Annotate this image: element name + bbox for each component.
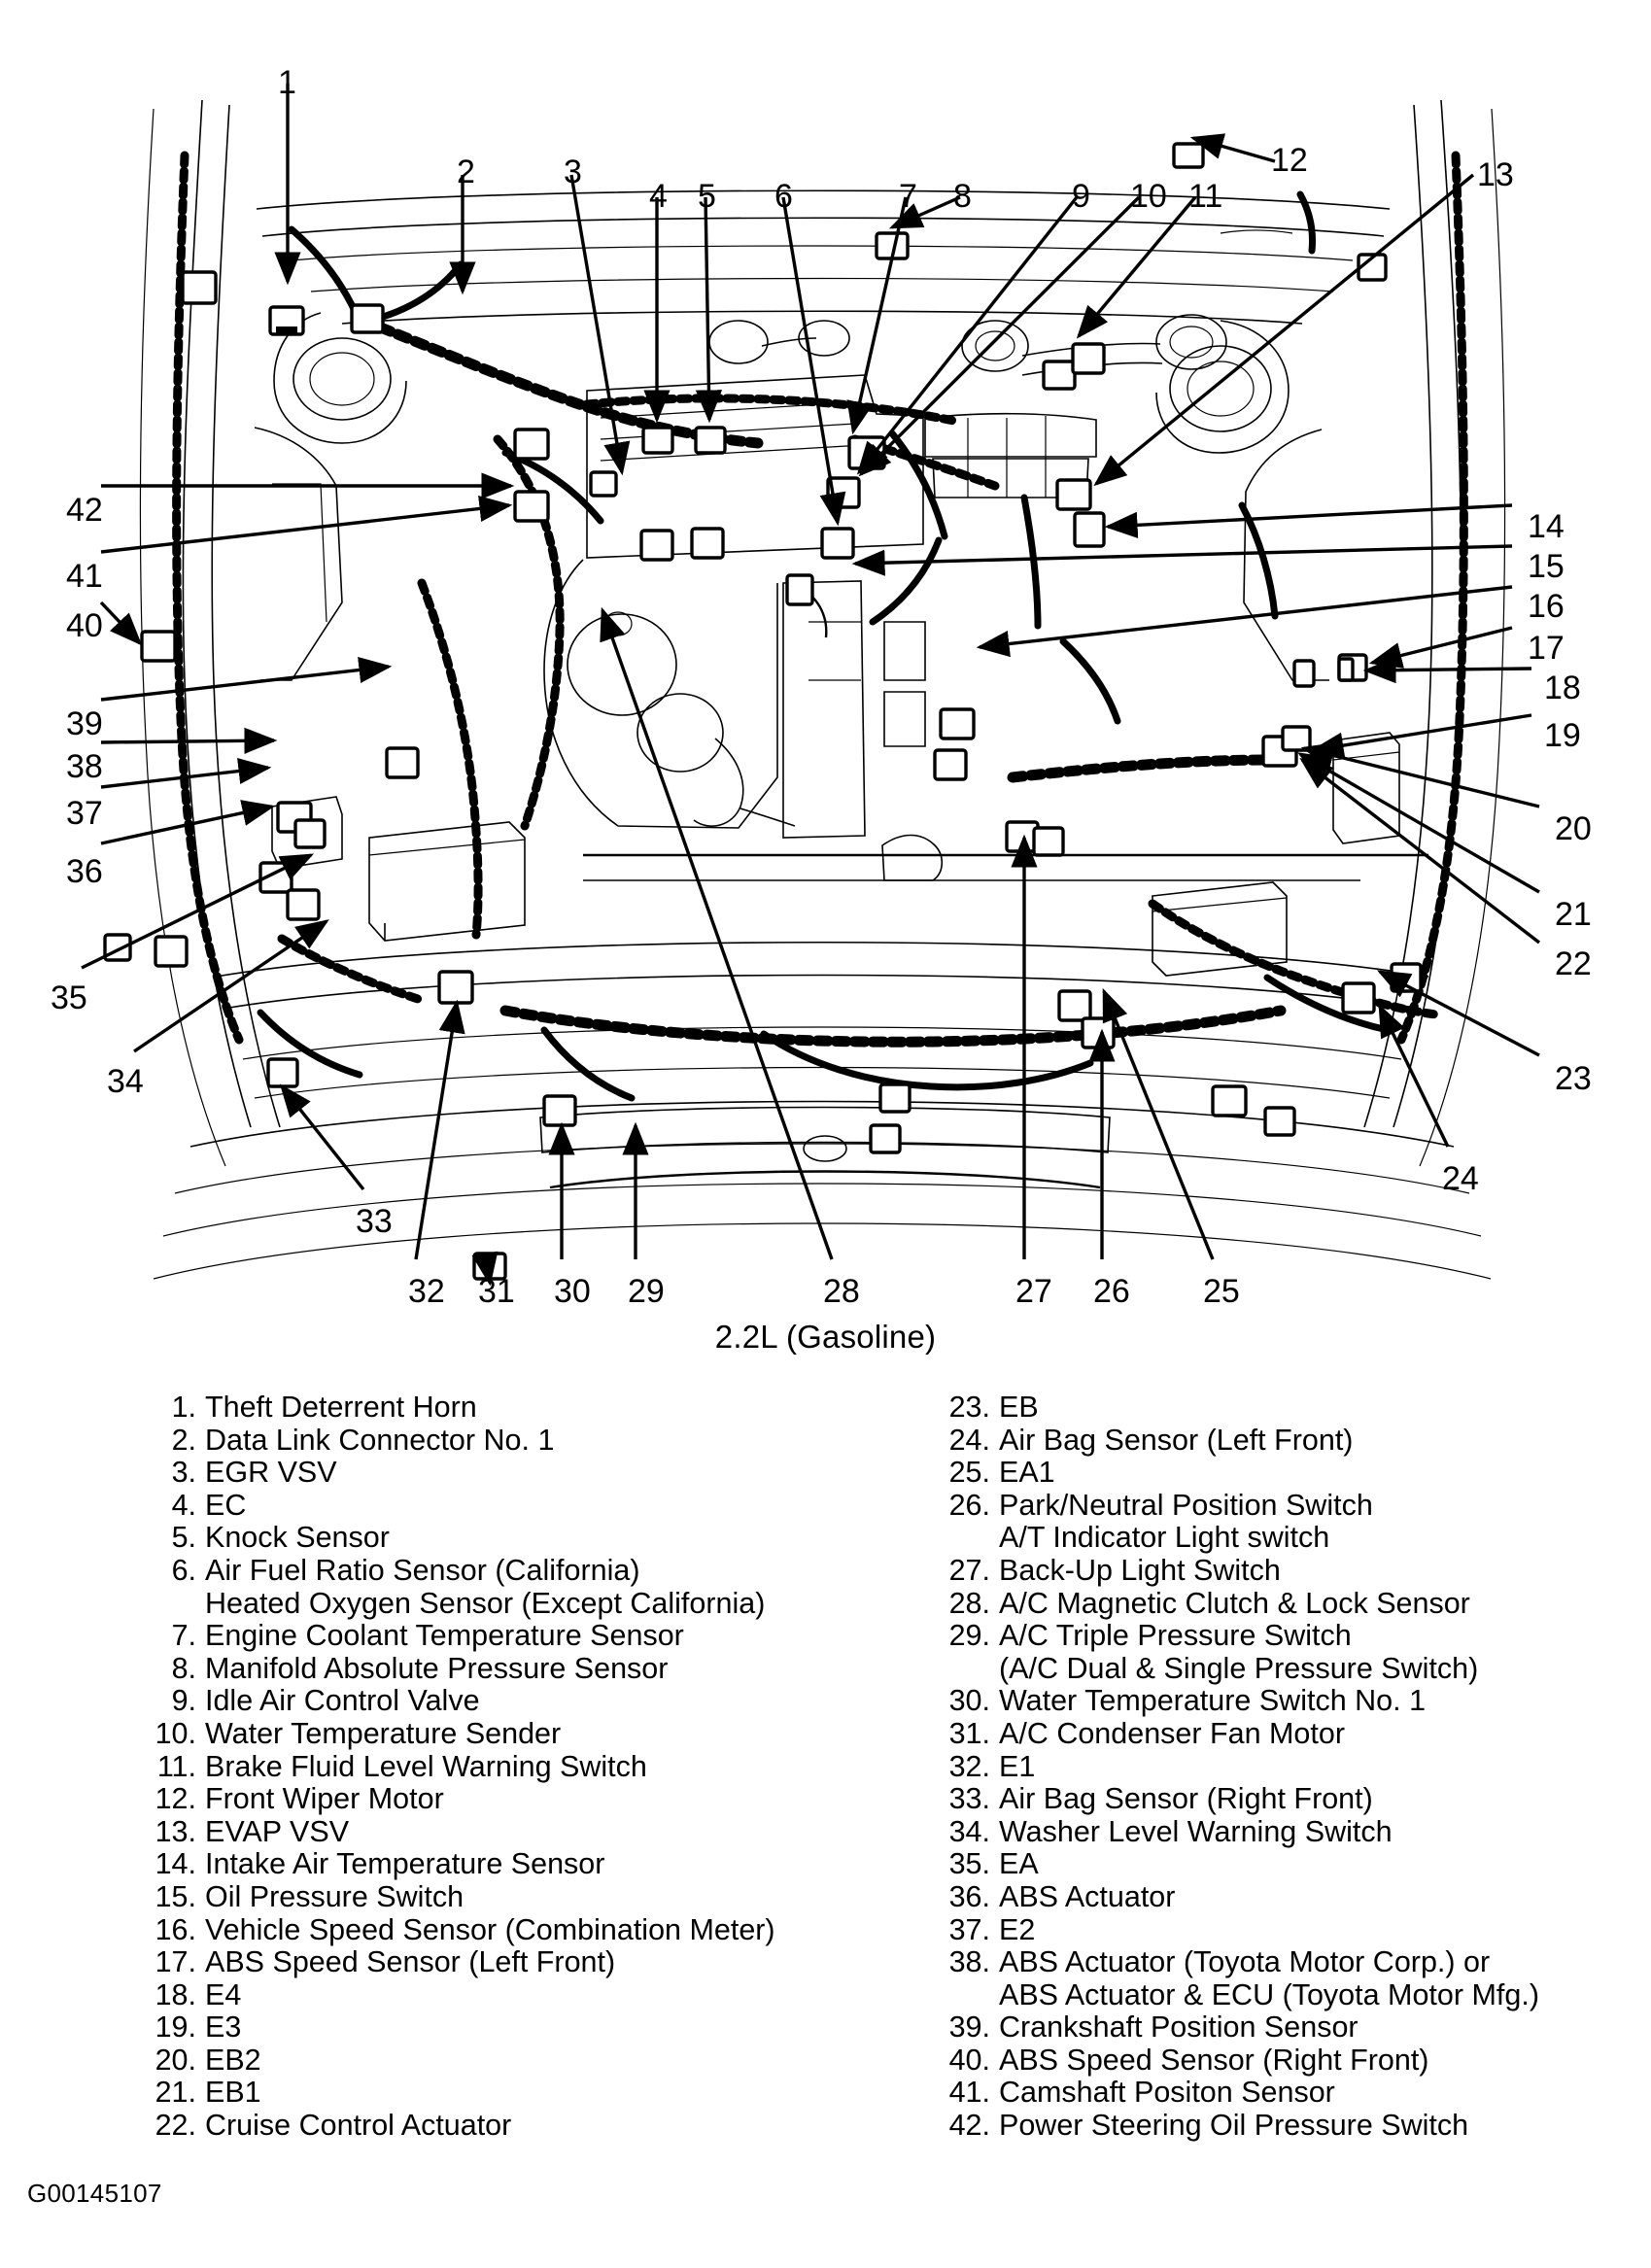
callout-number-12: 12 bbox=[1271, 142, 1308, 179]
legend-item-label: Park/Neutral Position Switch bbox=[999, 1488, 1373, 1522]
legend-item-number: 30. bbox=[948, 1684, 990, 1718]
callout-number-27: 27 bbox=[1015, 1273, 1052, 1310]
callout-number-3: 3 bbox=[564, 154, 582, 190]
legend-item-number: 13. bbox=[155, 1814, 196, 1848]
callout-number-2: 2 bbox=[457, 154, 475, 190]
legend-item bbox=[144, 1490, 863, 1523]
legend-item bbox=[144, 1685, 863, 1718]
legend-item-label: Back-Up Light Switch bbox=[999, 1553, 1281, 1587]
legend-item-number: 27. bbox=[948, 1553, 990, 1587]
legend-item-number: 15. bbox=[155, 1879, 196, 1913]
legend-column-right bbox=[938, 1392, 1618, 2143]
callout-number-26: 26 bbox=[1093, 1273, 1130, 1310]
callout-number-41: 41 bbox=[66, 558, 103, 595]
legend-item bbox=[144, 1392, 863, 1425]
legend-item bbox=[144, 1522, 863, 1555]
callout-number-40: 40 bbox=[66, 607, 103, 644]
callout-number-8: 8 bbox=[953, 178, 972, 215]
legend-item-label: EA bbox=[999, 1847, 1039, 1881]
callout-number-10: 10 bbox=[1130, 178, 1167, 215]
legend-item-number: 36. bbox=[948, 1879, 990, 1913]
legend-item-label: ABS Actuator bbox=[999, 1879, 1176, 1913]
legend-item-number: 34. bbox=[948, 1814, 990, 1848]
callout-number-25: 25 bbox=[1203, 1273, 1240, 1310]
legend-item-sublabel: ABS Actuator & ECU (Toyota Motor Mfg.) bbox=[999, 1977, 1539, 2011]
legend-item bbox=[938, 2077, 1618, 2110]
callout-number-42: 42 bbox=[66, 492, 103, 529]
legend-item-label: Crankshaft Position Sensor bbox=[999, 2010, 1359, 2045]
legend-item-number: 18. bbox=[155, 1977, 196, 2011]
callout-number-4: 4 bbox=[649, 178, 668, 215]
legend-item-number: 21. bbox=[155, 2076, 196, 2110]
callout-number-1: 1 bbox=[278, 64, 296, 101]
callout-number-36: 36 bbox=[66, 853, 103, 890]
legend-item-label: Air Bag Sensor (Left Front) bbox=[999, 1423, 1354, 1457]
legend-item-number: 23. bbox=[948, 1391, 990, 1424]
callout-number-19: 19 bbox=[1544, 717, 1581, 754]
figure-code: G00145107 bbox=[27, 2179, 162, 2208]
legend-item bbox=[144, 1751, 863, 1784]
legend-item-label: A/C Magnetic Clutch & Lock Sensor bbox=[999, 1586, 1470, 1620]
legend-item-number: 39. bbox=[948, 2010, 990, 2045]
legend-item-number: 14. bbox=[155, 1847, 196, 1881]
callout-number-29: 29 bbox=[628, 1273, 665, 1310]
legend-item-label: E1 bbox=[999, 1749, 1036, 1783]
legend-item-number: 4. bbox=[171, 1488, 196, 1522]
legend-item-label: Knock Sensor bbox=[205, 1521, 390, 1555]
legend-item-number: 9. bbox=[171, 1684, 196, 1718]
legend-item-number: 31. bbox=[948, 1716, 990, 1750]
callout-number-32: 32 bbox=[408, 1273, 445, 1310]
legend-column-left bbox=[144, 1392, 863, 2143]
legend-item-label: Brake Fluid Level Warning Switch bbox=[205, 1749, 647, 1783]
legend-item-number: 22. bbox=[155, 2109, 196, 2143]
callout-number-24: 24 bbox=[1442, 1160, 1479, 1197]
legend-item bbox=[938, 1718, 1618, 1751]
legend-item bbox=[938, 1685, 1618, 1718]
legend-item bbox=[144, 1946, 863, 1979]
callout-number-39: 39 bbox=[66, 705, 103, 742]
callout-number-5: 5 bbox=[698, 178, 716, 215]
callout-number-38: 38 bbox=[66, 748, 103, 785]
callout-number-14: 14 bbox=[1528, 508, 1565, 545]
legend-item bbox=[144, 1914, 863, 1947]
callout-number-33: 33 bbox=[356, 1203, 393, 1240]
legend-item-label: ABS Speed Sensor (Right Front) bbox=[999, 2043, 1429, 2077]
legend-item-label: Intake Air Temperature Sensor bbox=[205, 1847, 605, 1881]
callout-number-35: 35 bbox=[51, 979, 87, 1016]
legend-item bbox=[144, 1457, 863, 1490]
callout-number-20: 20 bbox=[1555, 810, 1592, 847]
hoses-and-cables bbox=[260, 194, 1388, 1098]
legend-item bbox=[938, 1783, 1618, 1816]
engine-block-illustration bbox=[255, 313, 1428, 976]
legend-item-label: Engine Coolant Temperature Sensor bbox=[205, 1619, 684, 1653]
callout-number-13: 13 bbox=[1477, 156, 1514, 193]
callout-number-21: 21 bbox=[1555, 896, 1592, 933]
legend-item-label: Manifold Absolute Pressure Sensor bbox=[205, 1651, 669, 1685]
legend-item-label: EB2 bbox=[205, 2043, 261, 2077]
legend-item-number: 19. bbox=[155, 2010, 196, 2045]
legend-item-number: 16. bbox=[155, 1912, 196, 1946]
legend-item bbox=[938, 1848, 1618, 1881]
legend-item-label: E4 bbox=[205, 1977, 242, 2011]
legend-item bbox=[144, 2011, 863, 2045]
legend-item bbox=[938, 1490, 1618, 1523]
legend-item-label: EA1 bbox=[999, 1456, 1055, 1490]
connector-blocks bbox=[105, 144, 1421, 1279]
legend-item-number: 41. bbox=[948, 2076, 990, 2110]
callout-number-7: 7 bbox=[899, 178, 917, 215]
legend-item-number: 7. bbox=[171, 1619, 196, 1653]
legend-item bbox=[938, 1457, 1618, 1490]
legend-item bbox=[938, 2011, 1618, 2045]
legend-item-label: Washer Level Warning Switch bbox=[999, 1814, 1393, 1848]
callout-number-16: 16 bbox=[1528, 588, 1565, 625]
legend-item-number: 8. bbox=[171, 1651, 196, 1685]
legend-item-label: EGR VSV bbox=[205, 1456, 337, 1490]
callout-number-18: 18 bbox=[1544, 670, 1581, 706]
legend-item-number: 32. bbox=[948, 1749, 990, 1783]
legend-item-number: 11. bbox=[156, 1749, 196, 1783]
callout-number-6: 6 bbox=[774, 178, 793, 215]
legend-item-label: Theft Deterrent Horn bbox=[205, 1391, 477, 1424]
legend-item bbox=[144, 1620, 863, 1653]
callout-number-37: 37 bbox=[66, 795, 103, 832]
legend-item-label: Data Link Connector No. 1 bbox=[205, 1423, 555, 1457]
legend-item bbox=[144, 2045, 863, 2078]
legend-item bbox=[144, 1783, 863, 1816]
legend-item-label: E2 bbox=[999, 1912, 1036, 1946]
legend-item-number: 33. bbox=[948, 1782, 990, 1816]
callout-number-28: 28 bbox=[823, 1273, 860, 1310]
legend-item-sublabel: (A/C Dual & Single Pressure Switch) bbox=[999, 1651, 1479, 1685]
legend-item-number: 12. bbox=[155, 1782, 196, 1816]
legend-item-number: 2. bbox=[171, 1423, 196, 1457]
legend-item-label: ABS Actuator (Toyota Motor Corp.) or bbox=[999, 1945, 1491, 1979]
legend-item bbox=[938, 1620, 1618, 1653]
legend-item-number: 26. bbox=[948, 1488, 990, 1522]
legend-item bbox=[938, 1914, 1618, 1947]
legend-item bbox=[144, 1555, 863, 1588]
legend-item-label: E3 bbox=[205, 2010, 242, 2045]
legend-item-number: 6. bbox=[171, 1553, 196, 1587]
legend-item bbox=[938, 1751, 1618, 1784]
legend-item-label: EB1 bbox=[205, 2076, 261, 2110]
legend-item-label: Camshaft Positon Sensor bbox=[999, 2076, 1335, 2110]
legend-item-label: Vehicle Speed Sensor (Combination Meter) bbox=[205, 1912, 775, 1946]
legend-item bbox=[938, 2045, 1618, 2078]
legend-item-sublabel: Heated Oxygen Sensor (Except California) bbox=[205, 1586, 766, 1620]
legend-item-number: 29. bbox=[948, 1619, 990, 1653]
legend-item-label: EVAP VSV bbox=[205, 1814, 350, 1848]
legend-item-number: 24. bbox=[948, 1423, 990, 1457]
legend-item-label: EC bbox=[205, 1488, 247, 1522]
legend-item bbox=[144, 1653, 863, 1686]
legend-item bbox=[938, 1392, 1618, 1425]
legend-item-label: Cruise Control Actuator bbox=[205, 2109, 512, 2143]
legend-item-label: Water Temperature Switch No. 1 bbox=[999, 1684, 1427, 1718]
callout-number-34: 34 bbox=[107, 1063, 144, 1100]
callout-number-15: 15 bbox=[1528, 548, 1565, 585]
legend-item-label: A/C Triple Pressure Switch bbox=[999, 1619, 1352, 1653]
legend-item-number: 17. bbox=[155, 1945, 196, 1979]
legend-item-label: Oil Pressure Switch bbox=[205, 1879, 464, 1913]
legend-item-number: 10. bbox=[155, 1716, 196, 1750]
callout-number-9: 9 bbox=[1072, 178, 1090, 215]
legend-item bbox=[938, 1946, 1618, 1979]
legend-item bbox=[144, 1425, 863, 1458]
legend-item-number: 42. bbox=[948, 2109, 990, 2143]
component-legend bbox=[0, 1391, 1651, 2143]
legend-item-number: 5. bbox=[171, 1521, 196, 1555]
legend-item-number: 25. bbox=[948, 1456, 990, 1490]
callout-number-23: 23 bbox=[1555, 1060, 1592, 1097]
callout-leader-lines bbox=[82, 84, 1539, 1283]
legend-item bbox=[938, 1816, 1618, 1849]
callout-number-17: 17 bbox=[1528, 630, 1565, 667]
callout-number-30: 30 bbox=[554, 1273, 591, 1310]
legend-item-number: 28. bbox=[948, 1586, 990, 1620]
legend-item-number: 35. bbox=[948, 1847, 990, 1881]
legend-item-number: 38. bbox=[948, 1945, 990, 1979]
legend-item bbox=[144, 2077, 863, 2110]
callout-number-31: 31 bbox=[478, 1273, 515, 1310]
legend-item bbox=[144, 1881, 863, 1914]
legend-item bbox=[938, 1588, 1618, 1621]
legend-item-label: EB bbox=[999, 1391, 1039, 1424]
legend-item-label: Air Bag Sensor (Right Front) bbox=[999, 1782, 1373, 1816]
legend-item bbox=[144, 2110, 863, 2143]
legend-item-label: Air Fuel Ratio Sensor (California) bbox=[205, 1553, 640, 1587]
vehicle-body-outline bbox=[140, 100, 1504, 1279]
legend-item-label: A/C Condenser Fan Motor bbox=[999, 1716, 1345, 1750]
legend-item bbox=[938, 1425, 1618, 1458]
legend-item-label: Front Wiper Motor bbox=[205, 1782, 444, 1816]
legend-item bbox=[144, 1979, 863, 2012]
legend-item-sublabel: A/T Indicator Light switch bbox=[999, 1521, 1330, 1555]
legend-item bbox=[144, 1848, 863, 1881]
legend-item-number: 37. bbox=[948, 1912, 990, 1946]
legend-item-number: 40. bbox=[948, 2043, 990, 2077]
callout-number-22: 22 bbox=[1555, 945, 1592, 982]
legend-item-number: 20. bbox=[155, 2043, 196, 2077]
diagram-subtitle: 2.2L (Gasoline) bbox=[714, 1319, 937, 1355]
legend-item-number: 1. bbox=[171, 1391, 196, 1424]
legend-item-label: Idle Air Control Valve bbox=[205, 1684, 480, 1718]
legend-item-label: Water Temperature Sender bbox=[205, 1716, 562, 1750]
legend-item bbox=[144, 1718, 863, 1751]
callout-number-11: 11 bbox=[1188, 178, 1223, 215]
legend-item bbox=[938, 2110, 1618, 2143]
legend-item-label: ABS Speed Sensor (Left Front) bbox=[205, 1945, 616, 1979]
legend-item bbox=[938, 1555, 1618, 1588]
legend-item bbox=[144, 1816, 863, 1849]
legend-item-label: Power Steering Oil Pressure Switch bbox=[999, 2109, 1469, 2143]
legend-item bbox=[938, 1881, 1618, 1914]
legend-item-number: 3. bbox=[171, 1456, 196, 1490]
